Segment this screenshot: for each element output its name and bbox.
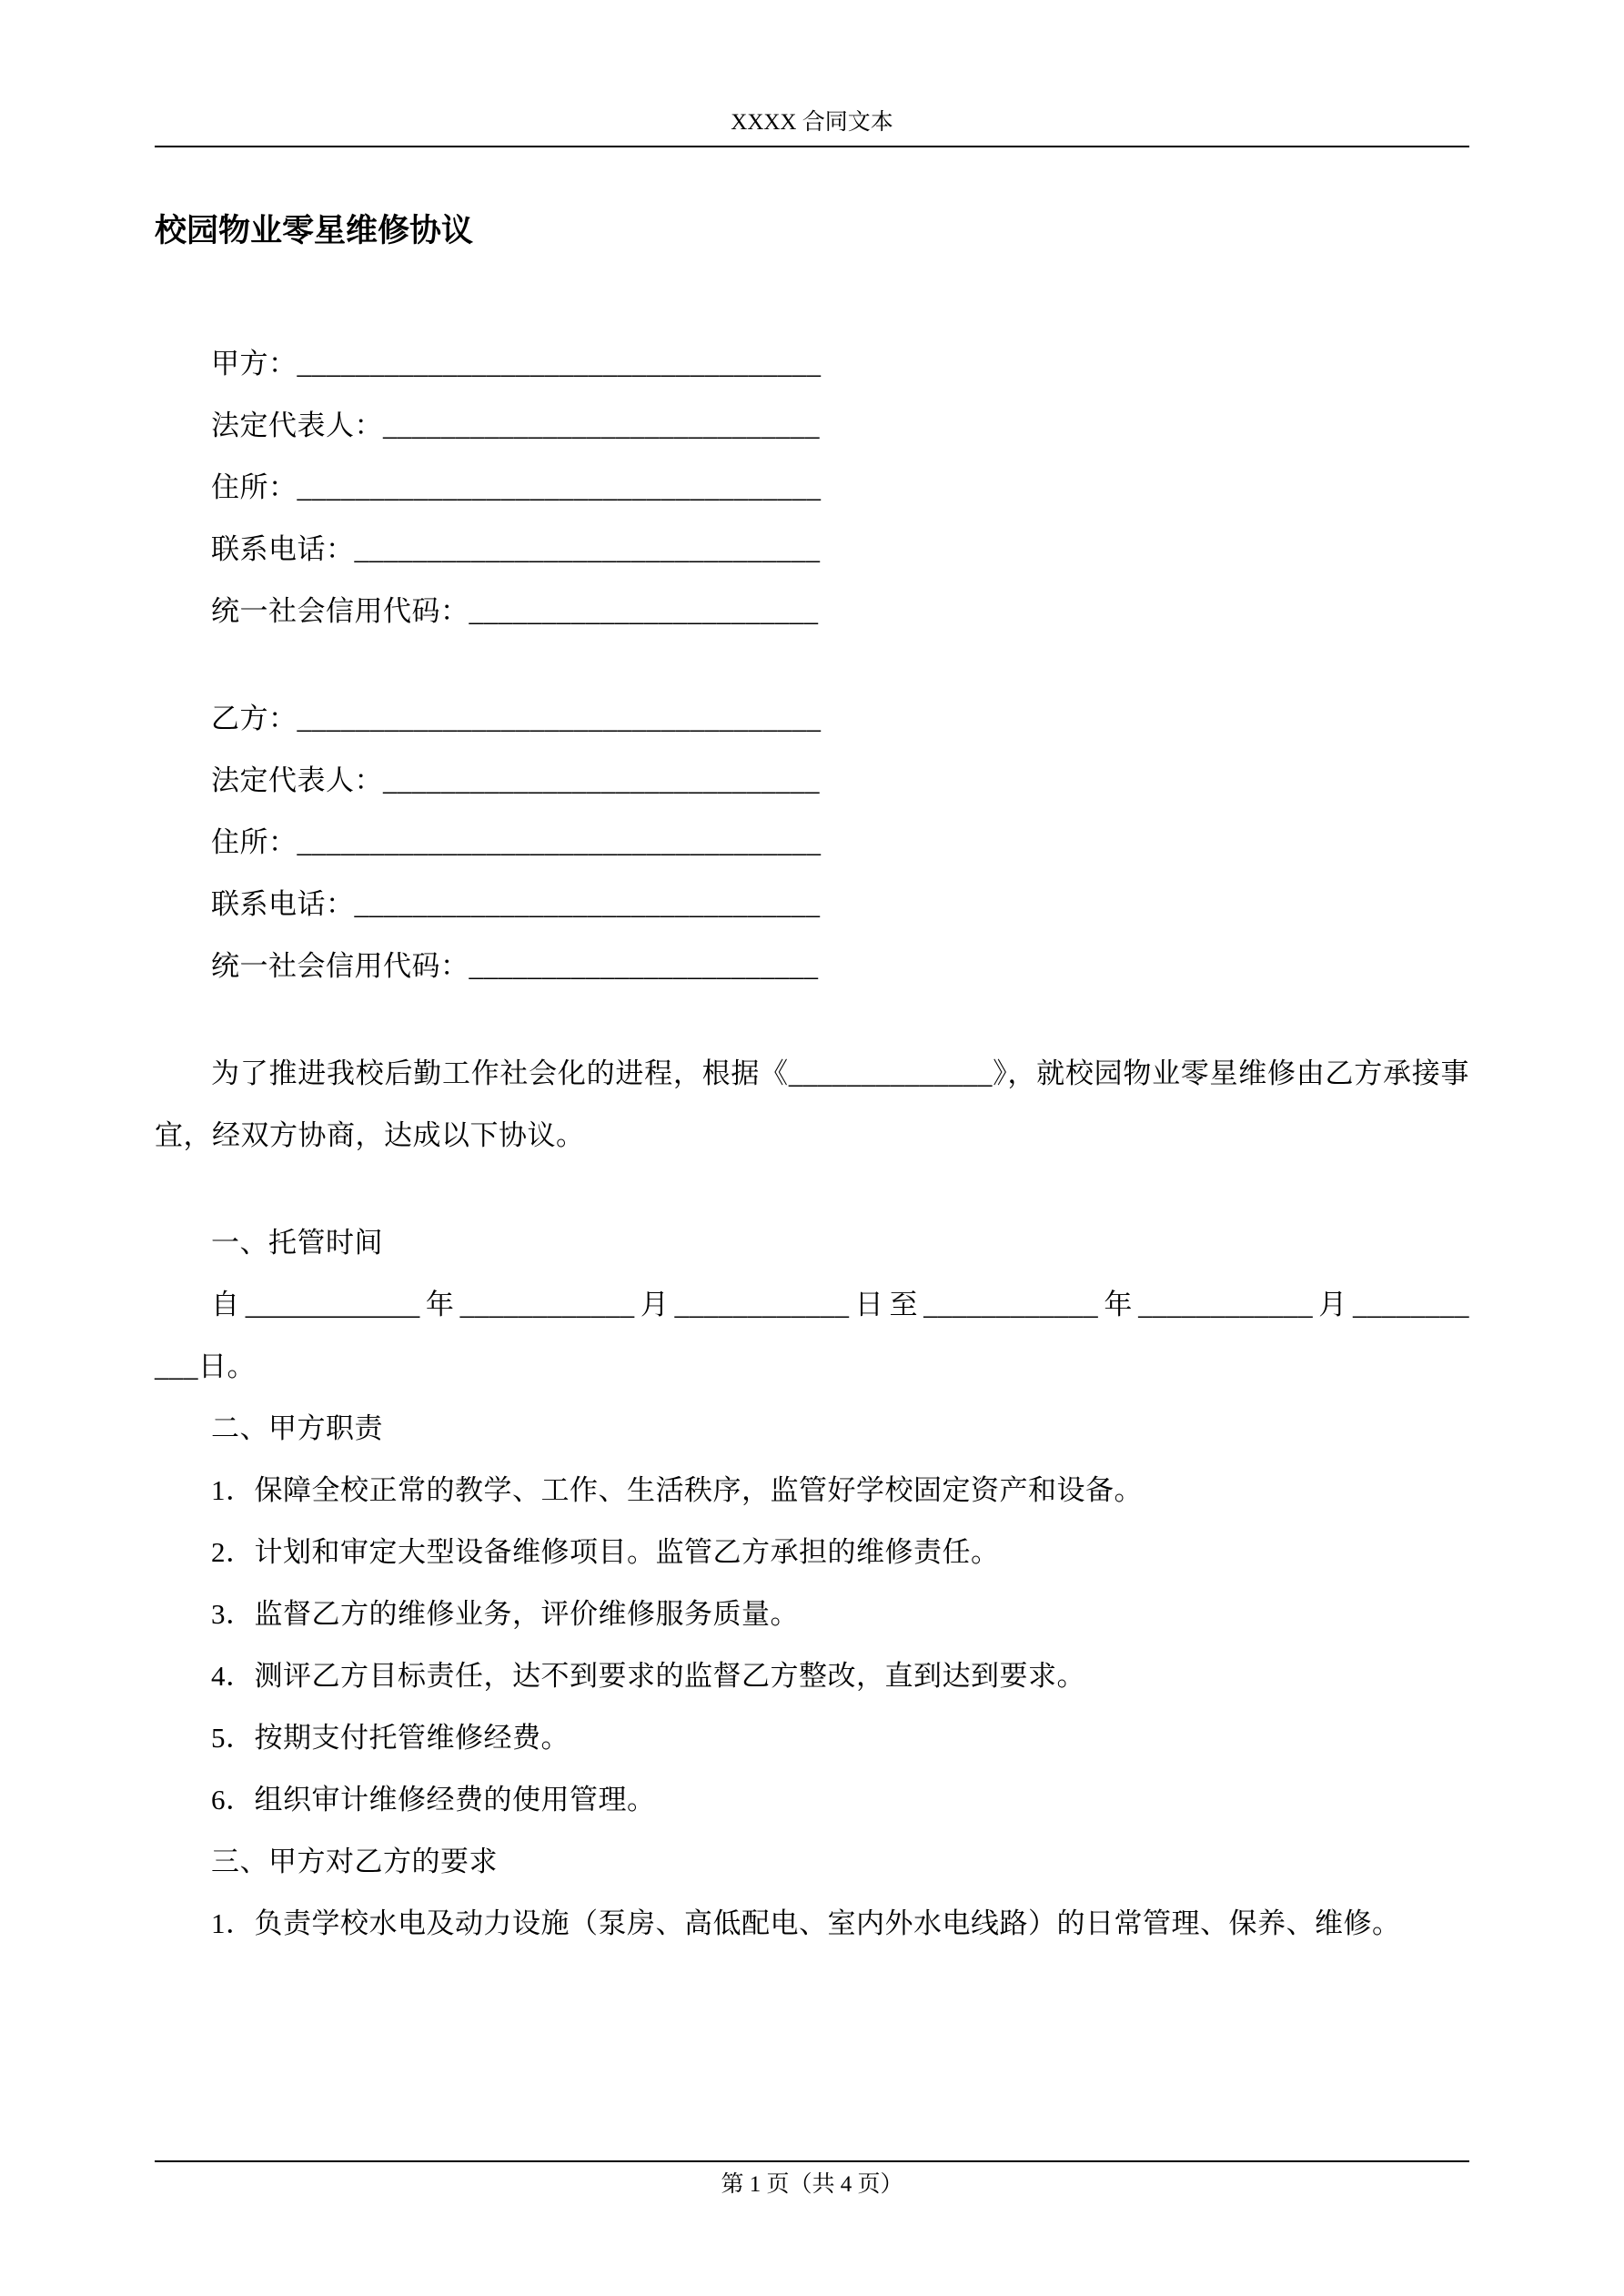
- list-item: 1．负责学校水电及动力设施（泵房、高低配电、室内外水电线路）的日常管理、保养、维修。: [211, 1907, 1401, 1939]
- list-item: 5．按期支付托管维修经费。: [211, 1722, 570, 1754]
- list-item: 3．监督乙方的维修业务，评价维修服务质量。: [211, 1598, 799, 1630]
- document-body: [155, 333, 1469, 1955]
- spacer: [155, 642, 1469, 688]
- field-line: 住所：____________________________________: [211, 471, 822, 503]
- page-header: [155, 109, 1469, 147]
- list-item: 4．测评乙方目标责任，达不到要求的监督乙方整改，直到达到要求。: [211, 1660, 1085, 1692]
- section-heading: 一、托管时间: [211, 1227, 383, 1259]
- paragraph: 为了推进我校后勤工作社会化的进程，根据《______________》，就校园物业零星维修由乙方承接事宜，经双方协商，达成以下协议。: [155, 1057, 1469, 1151]
- paragraph: 自____________年____________月____________日至____________年____________月________: [211, 1289, 1469, 1320]
- field-line: 住所：____________________________________: [211, 826, 822, 858]
- field-line: 统一社会信用代码：________________________: [211, 595, 819, 627]
- field-line: 乙方：____________________________________: [211, 703, 822, 734]
- field-line: 甲方：____________________________________: [211, 348, 822, 379]
- document-content: [155, 147, 1469, 1955]
- header-text: XXXX 合同文本: [731, 110, 893, 135]
- field-line: 联系电话：________________________________: [211, 888, 821, 920]
- field-line: 统一社会信用代码：________________________: [211, 950, 819, 982]
- section-heading: 三、甲方对乙方的要求: [211, 1846, 498, 1877]
- field-line: 法定代表人：______________________________: [211, 410, 820, 441]
- paragraph-continuation: ___日。: [155, 1350, 256, 1382]
- field-line: 法定代表人：______________________________: [211, 764, 820, 796]
- spacer: [155, 997, 1469, 1043]
- field-line: 联系电话：________________________________: [211, 533, 821, 565]
- document-title: 校园物业零星维修协议: [155, 213, 474, 248]
- list-item: 1．保障全校正常的教学、工作、生活秩序，监管好学校固定资产和设备。: [211, 1474, 1143, 1506]
- list-item: 2．计划和审定大型设备维修项目。监管乙方承担的维修责任。: [211, 1536, 1000, 1568]
- section-heading: 二、甲方职责: [211, 1412, 383, 1444]
- spacer: [155, 1167, 1469, 1212]
- page-footer: [155, 2160, 1469, 2199]
- list-item: 6．组织审计维修经费的使用管理。: [211, 1784, 656, 1816]
- page-number-text: 第 1 页（共 4 页）: [721, 2172, 903, 2197]
